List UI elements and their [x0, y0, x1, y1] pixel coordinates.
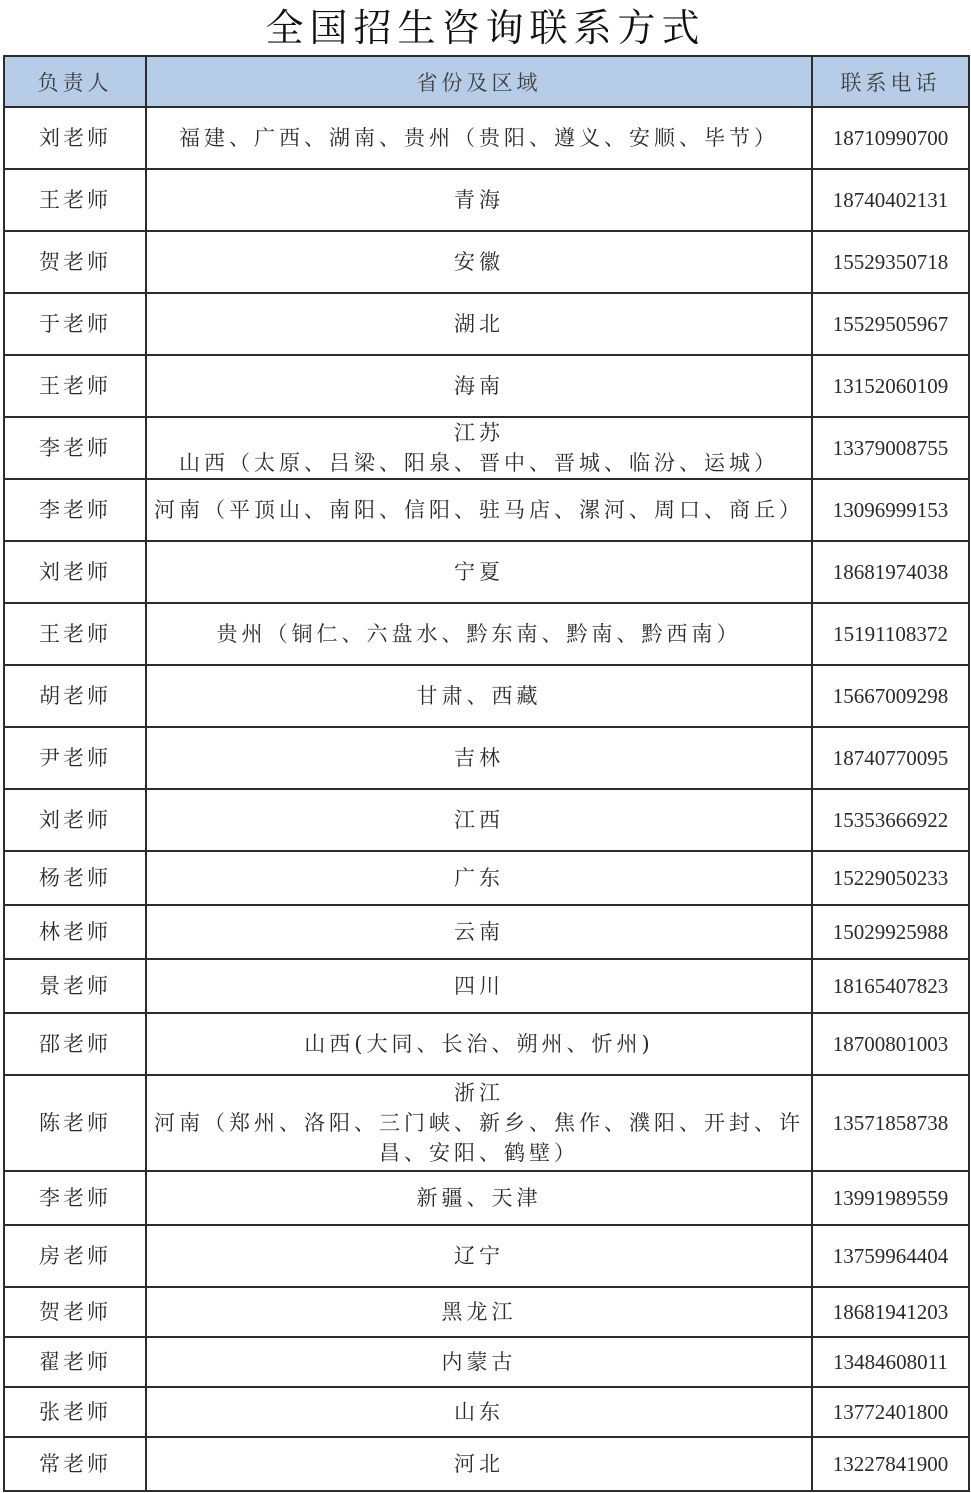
region-line: 山西（太原、吕梁、阳泉、晋中、晋城、临汾、运城） [179, 451, 779, 475]
person-cell: 刘老师 [4, 541, 146, 603]
person-cell: 尹老师 [4, 727, 146, 789]
phone-cell: 18710990700 [812, 107, 969, 169]
region-cell [146, 1013, 812, 1075]
region-line: 新疆、天津 [416, 1186, 542, 1210]
table-row [4, 1437, 969, 1491]
region-line: 昌、安阳、鹤壁） [379, 1141, 579, 1165]
phone-cell: 18740770095 [812, 727, 969, 789]
table-row [4, 851, 969, 905]
region-line: 浙江 [454, 1081, 504, 1105]
region-cell [146, 1437, 812, 1491]
region-line: 安徽 [454, 250, 504, 274]
person-cell: 翟老师 [4, 1337, 146, 1387]
table-row [4, 417, 969, 479]
region-line: 江苏 [454, 421, 504, 445]
table-row [4, 905, 969, 959]
region-line: 广东 [454, 866, 504, 890]
region-cell [146, 231, 812, 293]
phone-cell: 13227841900 [812, 1437, 969, 1491]
phone-cell: 18681941203 [812, 1287, 969, 1337]
table-row [4, 1013, 969, 1075]
region-line: 贵州（铜仁、六盘水、黔东南、黔南、黔西南） [216, 622, 742, 646]
table-row [4, 789, 969, 851]
person-cell: 李老师 [4, 1171, 146, 1225]
table-row [4, 1171, 969, 1225]
phone-cell: 13759964404 [812, 1225, 969, 1287]
person-cell: 邵老师 [4, 1013, 146, 1075]
region-line: 河南（平顶山、南阳、信阳、驻马店、漯河、周口、商丘） [154, 498, 804, 522]
phone-cell: 18740402131 [812, 169, 969, 231]
region-line: 青海 [454, 188, 504, 212]
region-line: 河南（郑州、洛阳、三门峡、新乡、焦作、濮阳、开封、许 [154, 1111, 804, 1135]
region-cell [146, 789, 812, 851]
region-cell [146, 905, 812, 959]
region-cell [146, 479, 812, 541]
table-row [4, 1387, 969, 1437]
region-line: 黑龙江 [441, 1300, 517, 1324]
region-line: 内蒙古 [441, 1350, 517, 1374]
phone-cell: 15353666922 [812, 789, 969, 851]
region-line: 宁夏 [454, 560, 504, 584]
region-cell [146, 727, 812, 789]
phone-cell: 15191108372 [812, 603, 969, 665]
region-line: 福建、广西、湖南、贵州（贵阳、遵义、安顺、毕节） [179, 126, 779, 150]
person-cell: 常老师 [4, 1437, 146, 1491]
phone-cell: 18681974038 [812, 541, 969, 603]
person-cell: 杨老师 [4, 851, 146, 905]
region-line: 甘肃、西藏 [416, 684, 542, 708]
person-cell: 胡老师 [4, 665, 146, 727]
phone-cell: 13991989559 [812, 1171, 969, 1225]
region-cell [146, 1337, 812, 1387]
region-cell [146, 1075, 812, 1171]
person-cell: 王老师 [4, 169, 146, 231]
table-row [4, 1337, 969, 1387]
table-header-row [4, 56, 969, 107]
page-title: 全国招生咨询联系方式 [265, 6, 706, 50]
column-header-person: 负责人 [4, 56, 146, 107]
person-cell: 刘老师 [4, 789, 146, 851]
region-line: 云南 [454, 920, 504, 944]
region-line: 辽宁 [454, 1244, 504, 1268]
region-cell [146, 1225, 812, 1287]
region-line: 四川 [454, 974, 504, 998]
person-cell: 景老师 [4, 959, 146, 1013]
region-cell [146, 541, 812, 603]
column-header-phone: 联系电话 [812, 56, 969, 107]
region-line: 河北 [454, 1452, 504, 1476]
table-row [4, 1225, 969, 1287]
person-cell: 于老师 [4, 293, 146, 355]
person-cell: 陈老师 [4, 1075, 146, 1171]
region-line: 江西 [454, 808, 504, 832]
table-row [4, 293, 969, 355]
table-row [4, 169, 969, 231]
table-row [4, 665, 969, 727]
phone-cell: 15667009298 [812, 665, 969, 727]
region-cell [146, 959, 812, 1013]
region-cell [146, 107, 812, 169]
phone-cell: 18700801003 [812, 1013, 969, 1075]
table-row [4, 231, 969, 293]
region-cell [146, 169, 812, 231]
person-cell: 王老师 [4, 355, 146, 417]
table-row [4, 603, 969, 665]
region-cell [146, 851, 812, 905]
table-row [4, 1287, 969, 1337]
contact-table [3, 55, 970, 1492]
person-cell: 房老师 [4, 1225, 146, 1287]
phone-cell: 13772401800 [812, 1387, 969, 1437]
phone-cell: 15529350718 [812, 231, 969, 293]
table-row [4, 959, 969, 1013]
person-cell: 张老师 [4, 1387, 146, 1437]
region-cell [146, 1387, 812, 1437]
phone-cell: 13152060109 [812, 355, 969, 417]
phone-cell: 13571858738 [812, 1075, 969, 1171]
person-cell: 李老师 [4, 417, 146, 479]
region-line: 山西(大同、长治、朔州、忻州) [304, 1032, 654, 1056]
region-cell [146, 293, 812, 355]
phone-cell: 13096999153 [812, 479, 969, 541]
person-cell: 林老师 [4, 905, 146, 959]
phone-cell: 15229050233 [812, 851, 969, 905]
region-cell [146, 1287, 812, 1337]
phone-cell: 18165407823 [812, 959, 969, 1013]
phone-cell: 15029925988 [812, 905, 969, 959]
table-row [4, 355, 969, 417]
region-cell [146, 603, 812, 665]
region-line: 吉林 [454, 746, 504, 770]
person-cell: 李老师 [4, 479, 146, 541]
table-row [4, 479, 969, 541]
region-cell [146, 1171, 812, 1225]
region-line: 湖北 [454, 312, 504, 336]
phone-cell: 15529505967 [812, 293, 969, 355]
person-cell: 贺老师 [4, 1287, 146, 1337]
region-cell [146, 355, 812, 417]
person-cell: 贺老师 [4, 231, 146, 293]
person-cell: 王老师 [4, 603, 146, 665]
table-row [4, 1075, 969, 1171]
region-line: 山东 [454, 1400, 504, 1424]
table-row [4, 107, 969, 169]
phone-cell: 13379008755 [812, 417, 969, 479]
region-cell [146, 417, 812, 479]
table-row [4, 541, 969, 603]
region-line: 海南 [454, 374, 504, 398]
region-cell [146, 665, 812, 727]
person-cell: 刘老师 [4, 107, 146, 169]
table-row [4, 727, 969, 789]
column-header-region: 省份及区域 [146, 56, 812, 107]
phone-cell: 13484608011 [812, 1337, 969, 1387]
